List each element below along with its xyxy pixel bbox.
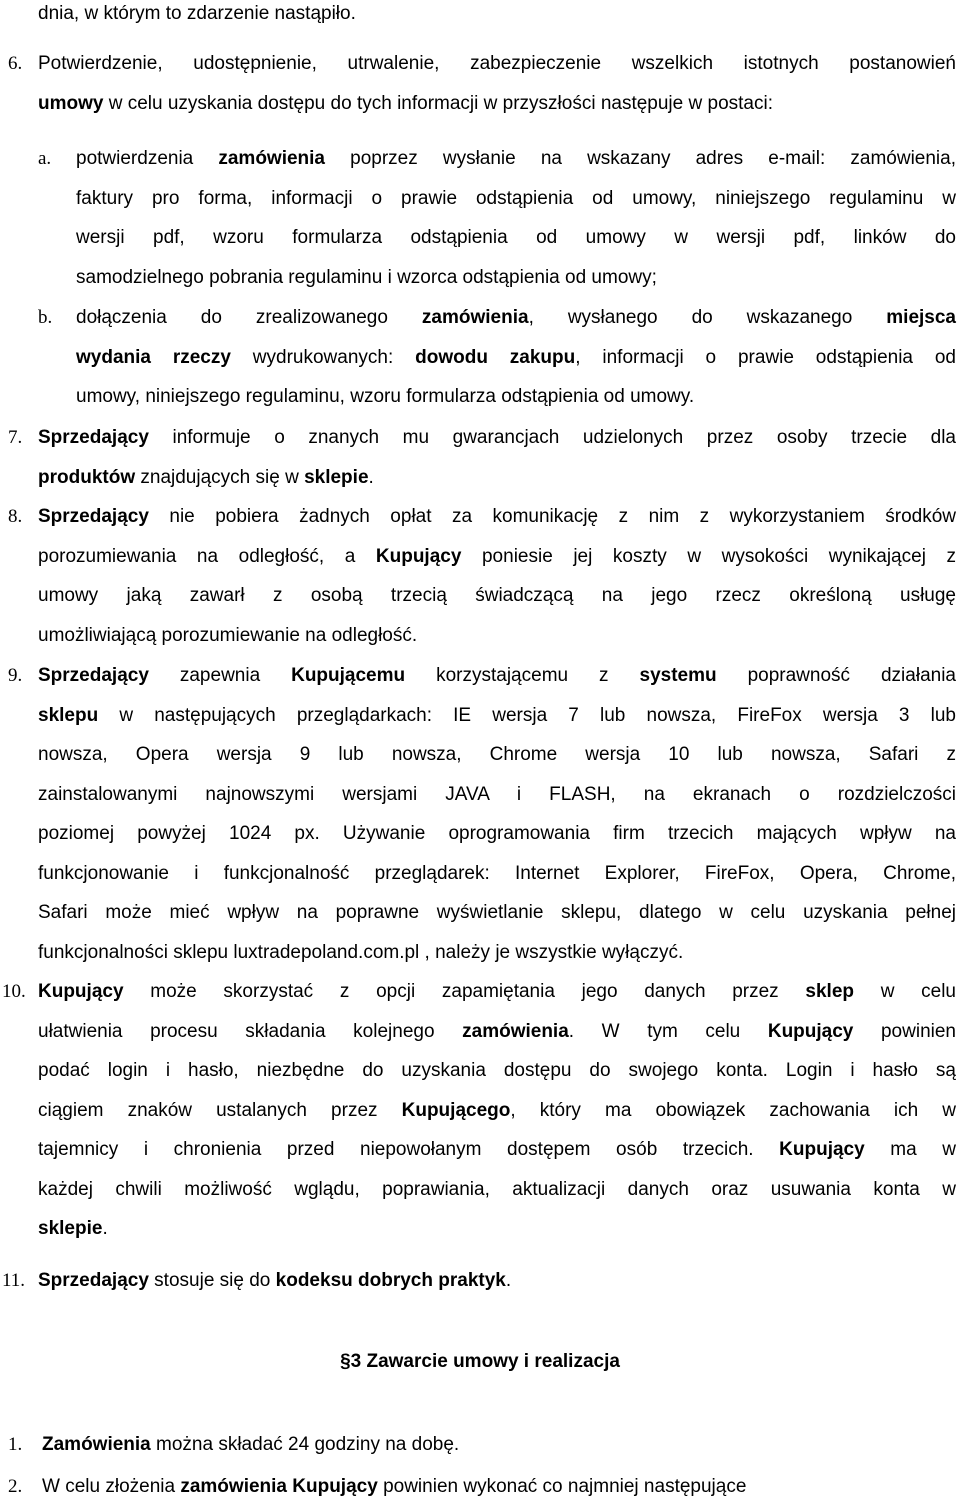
emphasis-text: Sprzedający	[38, 1270, 149, 1291]
emphasis-text: Sprzedający	[38, 427, 149, 448]
section-heading: §3 Zawarcie umowy i realizacja	[340, 1351, 620, 1372]
text-run: nie pobiera żadnych opłat za komunikację z nim z wykorzystaniem środków	[148, 506, 956, 527]
text-run: zainstalowanymi najnowszymi wersjami JAVA i FLASH, na ekranach o rozdzielczości	[38, 783, 956, 805]
text-line	[38, 1051, 956, 1091]
text-line	[76, 298, 956, 338]
list-item-number: 11.	[2, 1270, 26, 1291]
emphasis-text: produktów	[38, 466, 136, 488]
text-line	[76, 258, 956, 298]
emphasis-text: zamówienia	[218, 148, 326, 169]
text-line	[38, 1261, 956, 1301]
sub-item-text	[76, 139, 956, 297]
text-line	[38, 497, 956, 537]
text-line	[38, 576, 956, 616]
text-line	[38, 656, 956, 696]
emphasis-text: Sprzedający	[38, 506, 149, 527]
text-run: , który ma obowiązek zachowania ich w	[510, 1099, 956, 1121]
sub-item-text	[76, 298, 956, 417]
list-item-number: 9.	[8, 665, 23, 686]
text-line	[42, 1467, 956, 1507]
text-run: samodzielnego pobrania regulaminu i wzorca odstąpienia od umowy;	[76, 266, 657, 288]
text-line	[38, 1130, 956, 1170]
text-line	[38, 537, 956, 577]
text-line	[38, 933, 956, 973]
text-line	[76, 218, 956, 258]
text-run: można składać 24 godziny na dobę.	[150, 1434, 460, 1455]
emphasis-text: sklep	[805, 981, 854, 1002]
text-run: podać login i hasło, niezbędne do uzyskania dostępu do swojego konta. Login i hasło są	[38, 1060, 956, 1081]
text-line	[38, 1170, 956, 1210]
text-run: funkcjonalności sklepu luxtradepoland.com.pl , należy je wszystkie wyłączyć.	[38, 941, 684, 963]
text-run: umowy jaką zawarł z osobą trzecią świadczącą na jego rzecz określoną usługę	[38, 585, 956, 606]
text-line	[38, 616, 956, 656]
list-item-text	[38, 44, 956, 123]
text-line	[38, 1209, 956, 1249]
text-run: funkcjonowanie i funkcjonalność przeglądarek: Internet Explorer, FireFox, Opera, Chrome,	[38, 862, 956, 884]
list-item-number: 10.	[2, 981, 26, 1002]
text-line	[38, 1012, 956, 1052]
text-run: ułatwienia procesu składania kolejnego	[38, 1020, 463, 1042]
text-run: poziomej powyżej 1024 px. Używanie oprogramowania firm trzecich mających wpływ na	[38, 823, 956, 844]
list-item-text	[38, 656, 956, 972]
emphasis-text: wydania rzeczy	[76, 346, 231, 368]
text-run: nowsza, Opera wersja 9 lub nowsza, Chrome wersja 10 lub nowsza, Safari z	[38, 744, 956, 765]
text-line	[76, 139, 956, 179]
text-run: wydrukowanych:	[230, 346, 416, 368]
emphasis-text: dowodu zakupu	[415, 346, 576, 368]
text-line	[38, 735, 956, 775]
text-run: w celu uzyskania dostępu do tych informacji w przyszłości następuje w postaci:	[103, 92, 773, 114]
text-run: porozumiewania na odległość, a	[38, 545, 376, 567]
emphasis-text: Kupujący	[779, 1139, 865, 1160]
text-line	[42, 1425, 956, 1465]
text-run: informuje o znanych mu gwarancjach udzielonych przez osoby trzecie dla	[148, 427, 956, 448]
text-run: tajemnicy i chronienia przed niepowołanym dostępem osób trzecich.	[38, 1139, 780, 1160]
list-item-number: 7.	[8, 427, 23, 448]
text-run: faktury pro forma, informacji o prawie odstąpienia od umowy, niniejszego regulaminu w	[76, 187, 956, 209]
emphasis-text: systemu	[639, 665, 717, 686]
text-run: poniesie jej koszty w wysokości wynikającej z	[461, 545, 956, 567]
emphasis-text: Kupujący	[767, 1020, 854, 1042]
sub-item-letter: a.	[38, 148, 52, 169]
text-run: Potwierdzenie, udostępnienie, utrwalenie, zabezpieczenie wszelkich istotnych postanowień	[38, 53, 956, 74]
sub-item-letter: b.	[38, 307, 53, 328]
text-run: powinien wykonać co najmniej następujące	[377, 1476, 747, 1497]
text-run: każdej chwili możliwość wglądu, poprawiania, aktualizacji danych oraz usuwania konta w	[38, 1178, 956, 1200]
list-item-number: 1.	[8, 1434, 23, 1455]
text-run: ciągiem znaków ustalanych przez	[38, 1099, 402, 1121]
emphasis-text: sklepu	[38, 704, 99, 726]
emphasis-text: Zamówienia	[42, 1434, 151, 1455]
text-run: .	[505, 1270, 512, 1291]
emphasis-text: kodeksu dobrych praktyk	[275, 1270, 506, 1291]
text-run: w celu	[854, 981, 957, 1002]
text-run: powinien	[853, 1020, 956, 1042]
text-run: dołączenia do zrealizowanego	[76, 307, 422, 328]
emphasis-text: Kupującemu	[291, 665, 406, 686]
list-item-number: 6.	[8, 53, 23, 74]
text-run: stosuje się do	[148, 1270, 276, 1291]
text-run: W celu złożenia	[42, 1476, 181, 1497]
emphasis-text: Sprzedający	[38, 665, 149, 686]
text-run: poprawność działania	[716, 665, 956, 686]
list-item-number: 2.	[8, 1476, 23, 1497]
text-line	[76, 377, 956, 417]
text-run: może skorzystać z opcji zapamiętania jego danych przez	[123, 981, 806, 1002]
list-item-text	[38, 1261, 956, 1301]
list-item-text	[42, 1467, 956, 1507]
text-run: umowy, niniejszego regulaminu, wzoru formularza odstąpienia od umowy.	[76, 386, 695, 407]
text-run: ma w	[864, 1139, 956, 1160]
text-run: umożliwiającą porozumiewanie na odległość.	[38, 624, 418, 646]
emphasis-text: zamówienia Kupujący	[180, 1476, 378, 1497]
list-item-text	[38, 418, 956, 497]
list-item-text	[38, 497, 956, 655]
intro-fragment: dnia, w którym to zdarzenie nastąpiło.	[38, 3, 356, 24]
emphasis-text: Kupujący	[38, 981, 124, 1002]
text-line	[38, 1091, 956, 1131]
text-run: .	[368, 466, 374, 488]
text-line	[76, 179, 956, 219]
text-line	[38, 814, 956, 854]
text-run: poprzez wysłanie na wskazany adres e-mail: zamówienia,	[325, 148, 956, 169]
text-line	[38, 418, 956, 458]
text-line	[76, 338, 956, 378]
emphasis-text: zamówienia	[462, 1020, 569, 1042]
emphasis-text: sklepie	[38, 1218, 103, 1239]
list-item-text	[42, 1425, 956, 1465]
text-run: .	[102, 1218, 108, 1239]
emphasis-text: miejsca	[886, 307, 956, 328]
text-run: . W tym celu	[568, 1020, 768, 1042]
text-line	[38, 84, 956, 124]
text-run: korzystającemu z	[405, 665, 640, 686]
text-run: Safari może mieć wpływ na poprawne wyświetlanie sklepu, dlatego w celu uzyskania pełnej	[38, 902, 956, 923]
emphasis-text: Kupujący	[375, 545, 462, 567]
text-line	[38, 775, 956, 815]
text-run: potwierdzenia	[76, 148, 219, 169]
text-run: , informacji o prawie odstąpienia od	[575, 346, 956, 368]
text-line	[38, 696, 956, 736]
text-run: znajdujących się w	[135, 466, 305, 488]
text-line	[38, 854, 956, 894]
text-line	[38, 458, 956, 498]
text-line	[38, 44, 956, 84]
text-run: , wysłanego do wskazanego	[528, 307, 887, 328]
emphasis-text: Kupującego	[401, 1099, 511, 1121]
emphasis-text: zamówienia	[421, 307, 529, 328]
text-line	[38, 893, 956, 933]
text-run: zapewnia	[148, 665, 292, 686]
emphasis-text: umowy	[38, 92, 104, 114]
text-run: wersji pdf, wzoru formularza odstąpienia od umowy w wersji pdf, linków do	[76, 227, 956, 248]
list-item-number: 8.	[8, 506, 23, 527]
text-run: w następujących przeglądarkach: IE wersja 7 lub nowsza, FireFox wersja 3 lub	[98, 704, 956, 726]
list-item-text	[38, 972, 956, 1249]
emphasis-text: sklepie	[304, 466, 369, 488]
text-line	[38, 972, 956, 1012]
